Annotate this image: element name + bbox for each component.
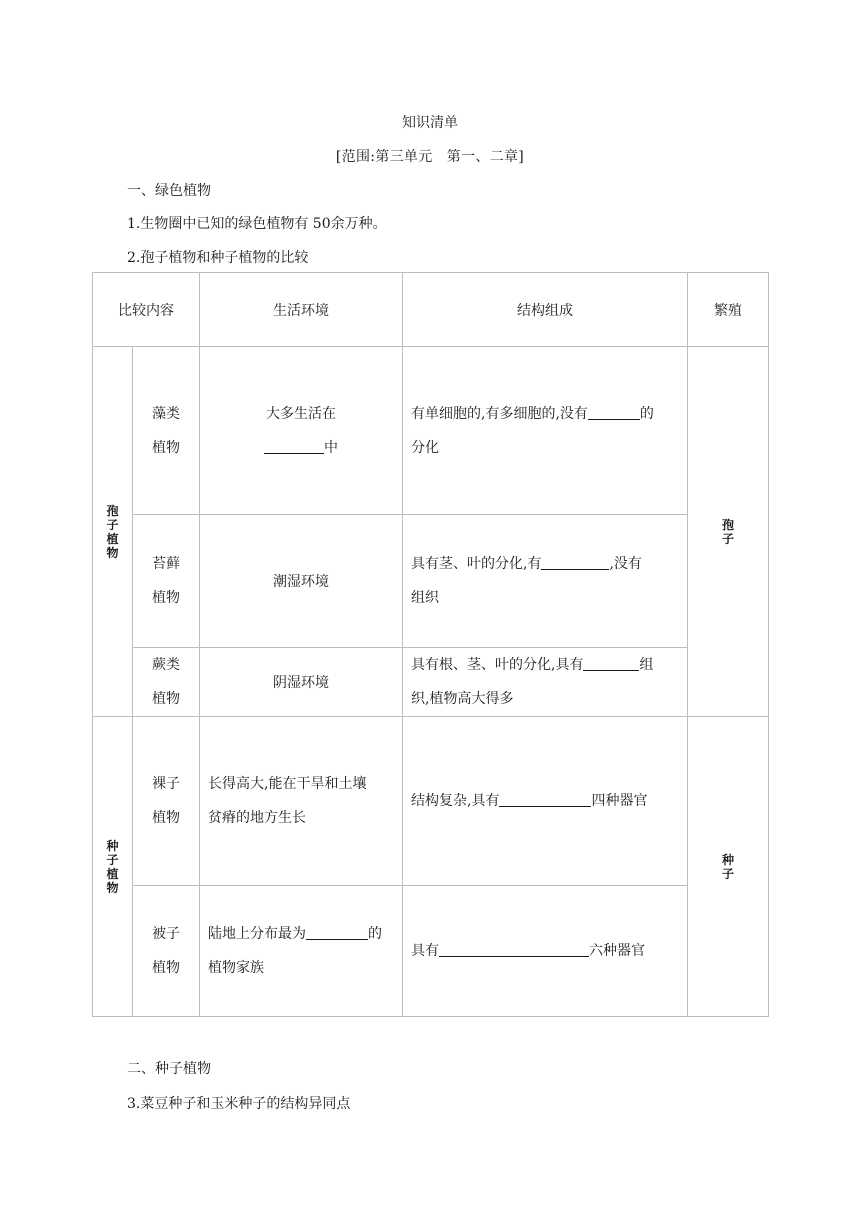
gymno-name [133, 717, 200, 886]
algae-structure-text-b: 的 [639, 405, 654, 422]
table-row-algae [93, 347, 769, 515]
section-heading-2: 二、种子植物 [127, 1061, 211, 1077]
algae-name-line1: 藻类 [152, 405, 180, 422]
algae-name-line2: 植物 [152, 439, 180, 456]
group-spore-label: 孢子植物 [106, 503, 119, 560]
fern-structure-line1 [411, 648, 681, 682]
algae-structure [403, 347, 688, 515]
gymno-habitat-line2: 贫瘠的地方生长 [208, 810, 306, 826]
doc-title: 知识清单 [402, 115, 458, 131]
angio-name [133, 886, 200, 1017]
header-reproduce: 繁殖 [688, 273, 769, 347]
angio-structure [403, 886, 688, 1017]
moss-name [133, 515, 200, 648]
fern-name-line1: 蕨类 [152, 657, 180, 673]
angio-structure-text-a: 具有 [411, 943, 439, 959]
angio-name-line2: 植物 [152, 960, 180, 976]
algae-structure-line1 [411, 397, 681, 431]
gymno-name-line1: 裸子 [152, 776, 180, 792]
fill-blank[interactable] [306, 925, 368, 940]
fern-structure [403, 648, 688, 717]
algae-habitat [200, 347, 403, 515]
gymno-structure-text-b: 四种器官 [591, 793, 648, 809]
algae-structure-text-a: 有单细胞的,有多细胞的,没有 [411, 405, 588, 422]
angio-name-line1: 被子 [152, 926, 180, 942]
group-seed-label: 种子植物 [106, 838, 119, 895]
table-row-gymnosperm [93, 717, 769, 886]
moss-structure-line2: 组织 [411, 590, 439, 606]
gymno-habitat [200, 717, 403, 886]
doc-subtitle: [范围:第三单元 第一、二章] [335, 149, 525, 165]
item-1: 1.生物圈中已知的绿色植物有 50余万种。 [127, 216, 387, 232]
algae-name [133, 347, 200, 515]
table-row-angiosperm [93, 886, 769, 1017]
header-compare: 比较内容 [93, 273, 200, 347]
angio-habitat [200, 886, 403, 1017]
fern-name [133, 648, 200, 717]
angio-habitat-line2: 植物家族 [208, 960, 264, 976]
fill-blank[interactable] [588, 405, 640, 420]
moss-habitat: 潮湿环境 [200, 515, 403, 648]
fern-habitat: 阴湿环境 [200, 648, 403, 717]
table-row-moss [93, 515, 769, 648]
item-2: 2.孢子植物和种子植物的比较 [127, 250, 309, 266]
moss-structure-text-b: ,没有 [609, 556, 642, 572]
angio-habitat-text-b: 的 [368, 926, 382, 942]
seed-reproduction [688, 717, 769, 1017]
algae-structure-line2: 分化 [411, 439, 439, 456]
fern-structure-text-a: 具有根、茎、叶的分化,具有 [411, 657, 584, 673]
spore-reproduction [688, 347, 769, 717]
fill-blank[interactable] [264, 439, 324, 454]
spore-repro-label: 孢子 [722, 517, 735, 546]
table-header-row [93, 273, 769, 347]
fill-blank[interactable] [499, 792, 591, 807]
moss-structure-text-a: 具有茎、叶的分化,有 [411, 556, 542, 572]
comparison-table [92, 272, 769, 1017]
algae-habitat-line1: 大多生活在 [266, 405, 336, 422]
fern-structure-text-b: 组 [639, 657, 654, 673]
moss-structure-line1 [411, 547, 681, 581]
gymno-structure-text-a: 结构复杂,具有 [411, 793, 500, 809]
seed-repro-label: 种子 [722, 852, 735, 881]
fill-blank[interactable] [541, 555, 609, 570]
header-structure: 结构组成 [403, 273, 688, 347]
angio-habitat-line1 [208, 917, 396, 951]
angio-structure-text-b: 六种器官 [589, 943, 645, 959]
gymno-name-line2: 植物 [152, 810, 180, 826]
group-spore-plants [93, 347, 133, 717]
moss-name-line2: 植物 [152, 590, 180, 606]
angio-habitat-text-a: 陆地上分布最为 [208, 926, 306, 942]
moss-structure [403, 515, 688, 648]
group-seed-plants [93, 717, 133, 1017]
moss-name-line1: 苔藓 [152, 556, 180, 572]
table-row-fern [93, 648, 769, 717]
algae-habitat-line2 [200, 431, 402, 465]
fern-name-line2: 植物 [152, 691, 180, 707]
gymno-structure [403, 717, 688, 886]
section-heading-1: 一、绿色植物 [127, 183, 211, 199]
fill-blank[interactable] [439, 942, 589, 957]
gymno-habitat-line1: 长得高大,能在干旱和土壤 [208, 776, 367, 792]
header-habitat: 生活环境 [200, 273, 403, 347]
algae-habitat-suffix: 中 [324, 439, 338, 456]
fern-structure-line2: 织,植物高大得多 [411, 691, 514, 707]
fill-blank[interactable] [583, 656, 639, 671]
item-3: 3.菜豆种子和玉米种子的结构异同点 [127, 1096, 351, 1112]
